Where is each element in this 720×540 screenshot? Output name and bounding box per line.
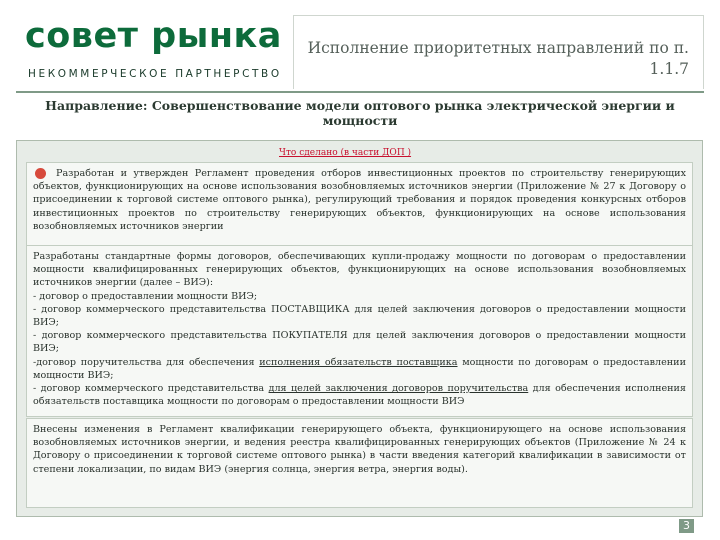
block2-item-4 [33, 356, 686, 382]
block2-intro: Разработаны стандартные формы договоров, обеспечивающих купли-продажу мощности по договорам о предоставлении мощности квалифицированных генерирующих объектов, функционирующих на основе использования возобновляемых источников энергии (далее – ВИЭ): [33, 251, 686, 289]
block1-text: Разработан и утвержден Регламент проведения отборов инвестиционных проектов по строительству генерирующих объектов, функционирующих на основе использования возобновляемых источников энергии (Приложение № 27 к Договору о присоединении к торговой системе оптового рынка), регулирующий требования и порядок проведения конкурсных отборов инвестиционных проектов по строительству генерирующих объектов, функционирующих на основе использования возобновляемых источников энергии [33, 168, 686, 232]
block2-item-5 [33, 382, 686, 408]
content-block-3 [26, 418, 693, 508]
panel-title: Что сделано (в части ДОП ) [279, 148, 412, 158]
header-divider [16, 91, 704, 94]
page-number: 3 [679, 519, 694, 533]
item5-text-a: - договор коммерческого представительства [33, 383, 269, 395]
logo-main-text: совет рынка [25, 16, 282, 56]
block2-item-1: - договор о предоставлении мощности ВИЭ; [33, 290, 258, 302]
item5-text-b: для обеспечения исполнения обязательств поставщика мощности по договорам о предоставлении мощности ВИЭ [33, 383, 686, 408]
item4-text-a: -договор поручительства для обеспечения [33, 356, 260, 368]
block3-text: Внесены изменения в Регламент квалификации генерирующего объекта, функционирующего на основе использования возобновляемых источников энергии, и ведения реестра квалифицированных генерирующих объектов (Приложение № 24 к Договору о присоединении к торговой системе оптового рынка) в части введения категорий квалификации в зависимости от степени локализации, по видам ВИЭ (энергия солнца, энергия ветра, энергия воды). [33, 424, 686, 475]
content-block-1 [26, 162, 693, 254]
item4-text-b: мощности по договорам о предоставлении мощности ВИЭ; [33, 356, 686, 381]
block2-item-2: - договор коммерческого представительства ПОСТАВЩИКА для целей заключения договоров о предоставлении мощности ВИЭ; [33, 303, 686, 329]
item4-underlined: исполнения обязательств поставщика [259, 356, 458, 368]
title-box [293, 15, 704, 89]
slide-header [0, 0, 720, 92]
content-panel [16, 140, 703, 517]
direction-heading: Направление: Совершенствование модели оптового рынка электрической энергии и мощности [45, 98, 675, 128]
bullet-icon [35, 168, 46, 179]
content-block-2 [26, 245, 693, 417]
logo-subtitle: НЕКОММЕРЧЕСКОЕ ПАРТНЕРСТВО [28, 68, 282, 80]
item5-underlined: для целей заключения договоров поручительства [268, 383, 529, 395]
slide-title: Исполнение приоритетных направлений по п. 1.1.7 [307, 39, 689, 78]
block2-item-3: - договор коммерческого представительства ПОКУПАТЕЛЯ для целей заключения договоров о предоставлении мощности ВИЭ; [33, 330, 686, 355]
